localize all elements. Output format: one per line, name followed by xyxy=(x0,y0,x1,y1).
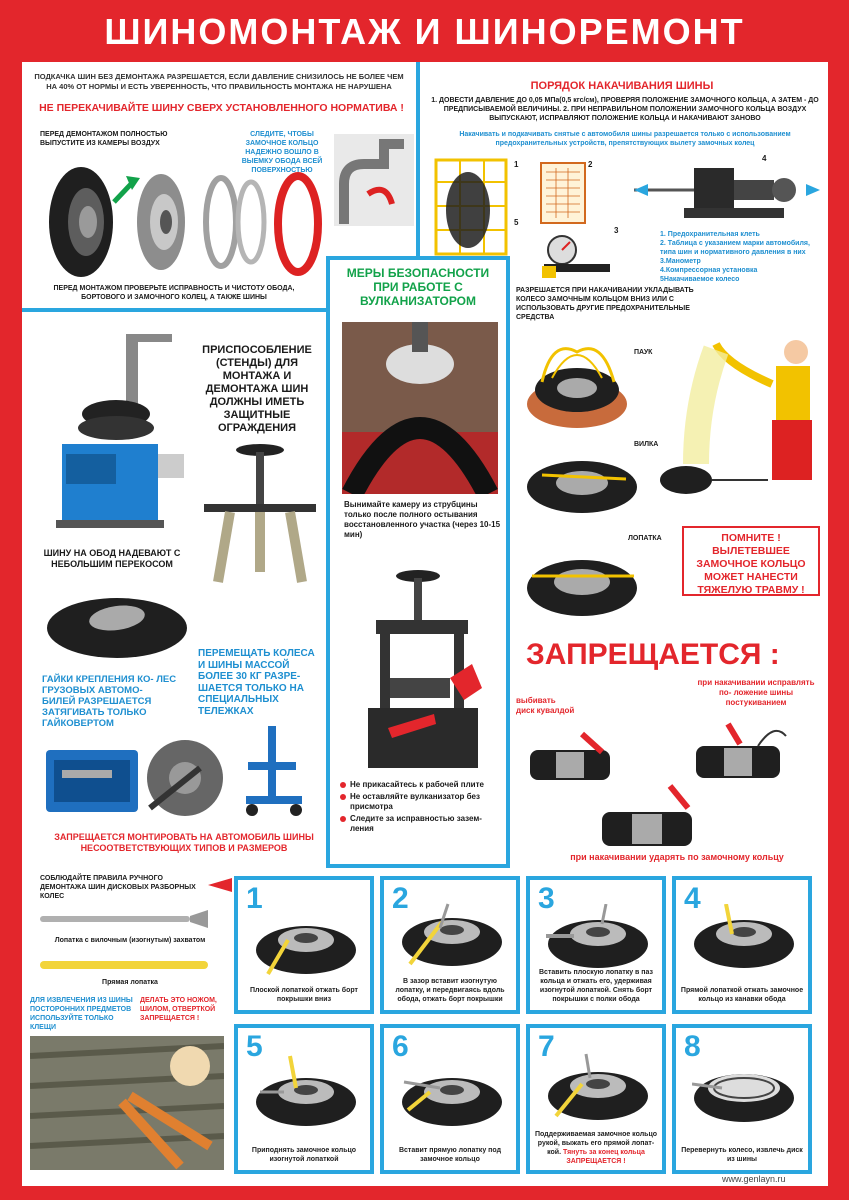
step-number: 5 xyxy=(246,1030,263,1063)
step-card xyxy=(234,876,374,1014)
step-tire-illustration xyxy=(400,902,504,968)
safety-cage-illustration xyxy=(430,154,512,258)
label-4: 4 xyxy=(762,154,767,163)
protective-note: Накачивать и подкачивать снятые с автомобиля шины разрешается только с использованием предохранительных устройств, препятствующих вылету замочных колец xyxy=(459,131,791,147)
heavy-wheel-note: ПЕРЕМЕЩАТЬ КОЛЕСА И ШИНЫ МАССОЙ БОЛЕЕ 30 КГ РАЗРЕ- ШАЕТСЯ ТОЛЬКО НА СПЕЦИАЛЬНЫХ ТЕЛЕЖКАХ xyxy=(198,648,315,717)
bullet-item xyxy=(340,780,506,790)
worker-inflating-illustration xyxy=(656,324,826,504)
before-dismount-note xyxy=(40,130,180,148)
tool-fork: ВИЛКА xyxy=(634,441,659,448)
tire-disassembly-illustration xyxy=(36,162,326,282)
legend-item: 4.Компрессорная установка xyxy=(660,267,758,274)
page-title: ШИНОМОНТАЖ И ШИНОРЕМОНТ xyxy=(104,11,745,52)
allowed-note: РАЗРЕШАЕТСЯ ПРИ НАКАЧИВАНИИ УКЛАДЫВАТЬ КОЛЕСО ЗАМОЧНЫМ КОЛЬЦОМ ВНИЗ ИЛИ С ИСПОЛЬЗОВАТЬ ДРУГИЕ ПРЕДОХРАНИТЕЛЬНЫЕ СРЕДСТВА xyxy=(516,287,694,321)
wheel-dolly-illustration xyxy=(242,722,308,818)
bullet-icon xyxy=(340,782,346,788)
inflation-legend xyxy=(660,230,820,284)
impact-wrench-case-illustration xyxy=(42,744,142,816)
bullet-item xyxy=(340,792,506,812)
tool1-label: Лопатка с вилочным (изогнутым) захватом xyxy=(54,937,206,944)
tire-changer-stand-illustration xyxy=(46,324,196,534)
step-number: 8 xyxy=(684,1030,701,1063)
label-3: 3 xyxy=(614,226,619,235)
step-tire-illustration xyxy=(692,1058,796,1124)
red-arrow-icon xyxy=(208,878,232,892)
remember-warning: ПОМНИТЕ ! ВЫЛЕТЕВШЕЕ ЗАМОЧНОЕ КОЛЬЦО МОЖЕТ НАНЕСТИ ТЯЖЕЛУЮ ТРАВМУ ! xyxy=(682,526,820,596)
striking-ring-illustration xyxy=(592,776,702,852)
step-number: 4 xyxy=(684,882,701,915)
remove-chamber-note: Вынимайте камеру из струбцины только после полного остывания восстановленного участка (через 10-15 мин) xyxy=(344,500,501,539)
spider-tire-illustration xyxy=(522,332,632,432)
legend-item: 1. Предохранительная клеть xyxy=(660,231,760,238)
tilted-tire-illustration xyxy=(44,584,190,660)
step-tire-illustration xyxy=(254,910,358,976)
step-card xyxy=(380,1024,520,1174)
no-knife-note: ДЕЛАТЬ ЭТО НОЖОМ, ШИЛОМ, ОТВЕРТКОЙ ЗАПРЕЩАЕТСЯ ! xyxy=(140,997,217,1022)
forbidden-hammer: выбивать диск кувалдой xyxy=(516,696,575,715)
step-caption: Вставить плоскую лопатку в паз кольца и отжать его, удерживая изогнутой лопаткой. Снять борт покрышки с полки обода xyxy=(539,969,653,1003)
label-2: 2 xyxy=(588,160,593,169)
step-tire-illustration xyxy=(546,904,650,970)
vulcanizer-device-illustration xyxy=(354,568,494,774)
step-caption: Плоской лопаткой отжать борт покрышки вниз xyxy=(250,987,358,1003)
ring-check-note: СЛЕДИТЕ, ЧТОБЫ ЗАМОЧНОЕ КОЛЬЦО НАДЕЖНО ВОШЛО В ВЫЕМКУ ОБОДА ВСЕЙ ПОВЕРХНОСТЬЮ xyxy=(241,131,323,174)
bullet-text: Не прикасайтесь к рабочей плите xyxy=(350,780,484,789)
tool-lever: ЛОПАТКА xyxy=(628,535,662,542)
overinflate-warning: НЕ ПЕРЕКАЧИВАЙТЕ ШИНУ СВЕРХ УСТАНОВЛЕННОГО НОРМАТИВА ! xyxy=(39,102,404,114)
step-caption xyxy=(534,1130,658,1166)
legend-item: 2. Таблица с указанием марки автомобиля, типа шин и нормативного давления в них xyxy=(660,240,810,256)
step-caption: Вставит прямую лопатку под замочное кольцо xyxy=(398,1147,502,1163)
step-caption: Прямой лопаткой отжать замочное кольцо из канавки обода xyxy=(680,987,804,1003)
step-caption-text: Поддерживаемая замочное кольцо рукой, выжать его прямой лопат- кой. xyxy=(534,1131,658,1156)
forbidden-striking-ring: при накачивании ударять по замочному кольцу xyxy=(570,852,784,862)
stand-guard-note: ПРИСПОСОБЛЕНИЕ (СТЕНДЫ) ДЛЯ МОНТАЖА И ДЕМОНТАЖА ШИН ДОЛЖНЫ ИМЕТЬ ЗАЩИТНЫЕ ОГРАЖДЕНИЯ xyxy=(202,344,312,434)
vulcanizer-bullets xyxy=(340,780,506,836)
pressure-table-illustration xyxy=(540,162,586,224)
bullet-icon xyxy=(340,816,346,822)
poster-sheet xyxy=(22,62,828,1186)
vulcanizer-panel xyxy=(326,256,510,868)
step-number: 1 xyxy=(246,882,263,915)
step-card xyxy=(380,876,520,1014)
step-caption: Приподнять замочное кольцо изогнутой лопаткой xyxy=(251,1147,357,1163)
pliers-photo xyxy=(30,1036,224,1170)
bullet-item xyxy=(340,814,506,834)
forbidden-mount-note: ЗАПРЕЩАЕТСЯ МОНТИРОВАТЬ НА АВТОМОБИЛЬ ШИНЫ НЕСООТВЕТСТВУЮЩИХ ТИПОВ И РАЗМЕРОВ xyxy=(54,832,314,853)
step-card xyxy=(526,1024,666,1174)
bullet-text: Не оставляйте вулканизатор без присмотра xyxy=(350,792,480,811)
pliers-note: ДЛЯ ИЗВЛЕЧЕНИЯ ИЗ ШИНЫ ПОСТОРОННИХ ПРЕДМЕТОВ ИСПОЛЬЗУЙТЕ ТОЛЬКО КЛЕЩИ xyxy=(30,997,133,1031)
bullet-text: Следите за исправностью зазем- ления xyxy=(350,814,482,833)
vulcanizer-photo xyxy=(342,322,498,494)
before-mount-note xyxy=(44,284,304,302)
step-number: 7 xyxy=(538,1030,555,1063)
compressor-illustration xyxy=(634,158,820,226)
step-tire-illustration xyxy=(400,1052,504,1128)
tool-spider: ПАУК xyxy=(634,349,653,356)
inflation-heading: ПОРЯДОК НАКАЧИВАНИЯ ШИНЫ xyxy=(530,80,714,92)
forbidden-heading: ЗАПРЕЩАЕТСЯ : xyxy=(526,638,780,671)
legend-item: 5Накачиваемое колесо xyxy=(660,276,740,283)
fork-lever-tool-icon xyxy=(40,910,210,928)
step-tire-illustration xyxy=(692,904,796,970)
straight-lever-tool-icon xyxy=(40,958,210,972)
manual-rules: СОБЛЮДАЙТЕ ПРАВИЛА РУЧНОГО ДЕМОНТАЖА ШИН ДИСКОВЫХ РАЗБОРНЫХ КОЛЕС xyxy=(40,875,196,900)
nuts-note: ГАЙКИ КРЕПЛЕНИЯ КО- ЛЕС ГРУЗОВЫХ АВТОМО- БИЛЕЙ РАЗРЕШАЕТСЯ ЗАТЯГИВАТЬ ТОЛЬКО ГАЙКОВЕРТОМ xyxy=(42,674,177,729)
label-5: 5 xyxy=(514,218,519,227)
step-caption-warning: Тянуть за конец кольца ЗАПРЕЩАЕТСЯ ! xyxy=(562,1149,645,1165)
puller-tool-illustration xyxy=(200,442,320,592)
label-1: 1 xyxy=(514,160,519,169)
before-dismount-text: ПЕРЕД ДЕМОНТАЖОМ ПОЛНОСТЬЮ ВЫПУСТИТЕ ИЗ КАМЕРЫ ВОЗДУХ xyxy=(40,131,168,147)
inflation-steps: 1. ДОВЕСТИ ДАВЛЕНИЕ ДО 0,05 МПа(0,5 кгс/см), ПРОВЕРЯЯ ПОЛОЖЕНИЕ ЗАМОЧНОГО КОЛЬЦА, А ЗАТЕМ - ДО ПРЕДПИСЫВАЕМОЙ ВЕЛИЧИНЫ. 2. ПРИ НЕПРАВИЛЬНОМ ПОЛОЖЕНИИ ЗАМОЧНОГО КОЛЬЦА ВОЗДУХ ВЫПУСКАЮТ, ИСПРАВЛЯЮТ ПОЛОЖЕНИЕ КОЛЬЦА И НАКАЧИВАЮТ ЗАНОВО xyxy=(431,97,819,122)
step-tire-illustration xyxy=(254,1052,358,1128)
wrench-on-wheel-illustration xyxy=(140,738,230,818)
step-tire-illustration xyxy=(546,1050,650,1122)
vulcanizer-heading: МЕРЫ БЕЗОПАСНОСТИ ПРИ РАБОТЕ С ВУЛКАНИЗАТОРОМ xyxy=(346,266,490,308)
step-caption: В зазор вставит изогнутую лопатку, и передвигаясь вдоль обода, отжать борт покрышки xyxy=(395,978,505,1003)
footer-site: www.genlayn.ru xyxy=(722,1174,786,1184)
tapping-tire-illustration xyxy=(688,716,788,784)
legend-item: 3.Манометр xyxy=(660,258,701,265)
forbidden-tapping: при накачивании исправлять по- ложение шины постукиванием xyxy=(697,678,815,707)
tilt-note: ШИНУ НА ОБОД НАДЕВАЮТ С НЕБОЛЬШИМ ПЕРЕКОСОМ xyxy=(43,548,181,569)
ring-section-illustration xyxy=(334,134,414,226)
fork-tire-illustration xyxy=(522,447,642,517)
lever-tire-illustration xyxy=(522,542,642,622)
bullet-icon xyxy=(340,794,346,800)
step-card xyxy=(526,876,666,1014)
manometer-illustration xyxy=(534,232,614,280)
step-number: 2 xyxy=(392,882,409,915)
step-caption: Перевернуть колесо, извлечь диск из шины xyxy=(681,1147,803,1163)
step-card xyxy=(672,1024,812,1174)
step-number: 6 xyxy=(392,1030,409,1063)
step-card xyxy=(672,876,812,1014)
before-mount-text: ПЕРЕД МОНТАЖОМ ПРОВЕРЬТЕ ИСПРАВНОСТЬ И ЧИСТОТУ ОБОДА, БОРТОВОГО И ЗАМОЧНОГО КОЛЕЦ, А ТАКЖЕ ШИНЫ xyxy=(53,285,295,301)
tool2-label: Прямая лопатка xyxy=(102,979,158,986)
step-card xyxy=(234,1024,374,1174)
step-number: 3 xyxy=(538,882,555,915)
pressure-note: ПОДКАЧКА ШИН БЕЗ ДЕМОНТАЖА РАЗРЕШАЕТСЯ, ЕСЛИ ДАВЛЕНИЕ СНИЗИЛОСЬ НЕ БОЛЕЕ ЧЕМ НА 40% ОТ НОРМЫ И ЕСТЬ УВЕРЕННОСТЬ, ЧТО ПРАВИЛЬНОСТЬ МОНТАЖА НЕ НАРУШЕНА xyxy=(34,72,404,91)
